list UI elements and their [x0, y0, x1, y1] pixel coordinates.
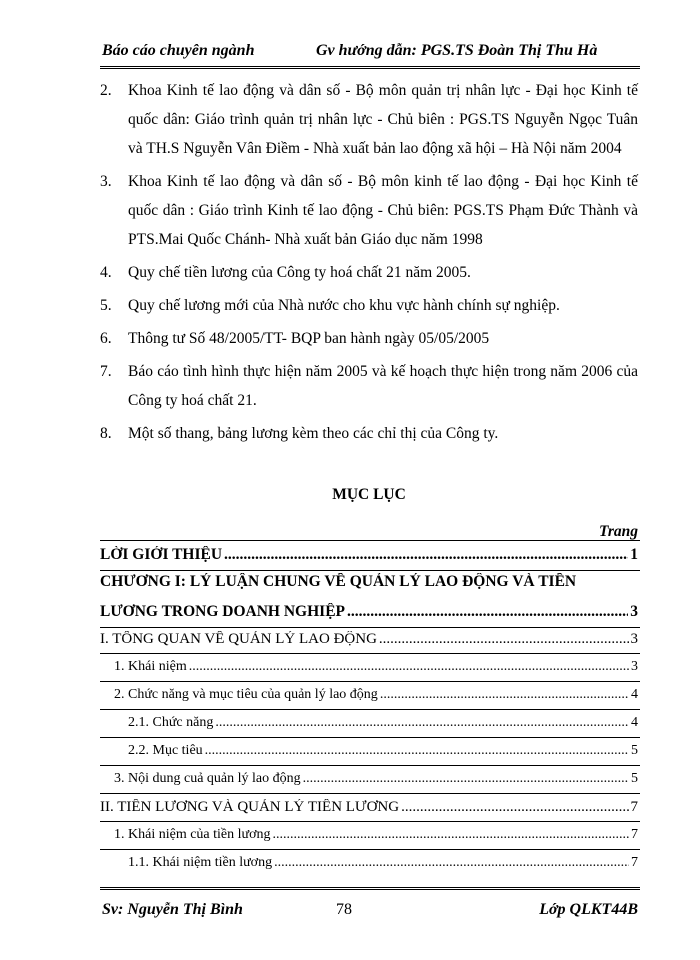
toc-divider: [100, 821, 640, 822]
toc-entry[interactable]: [100, 771, 638, 787]
reference-item: [100, 324, 638, 353]
toc-entry-title: LƯƠNG TRONG DOANH NGHIỆP: [100, 603, 346, 620]
toc-entry-title: CHƯƠNG I: LÝ LUẬN CHUNG VỀ QUẢN LÝ LAO ĐỘNG VÀ TIỀN: [100, 573, 577, 590]
reference-number: 2.: [100, 82, 112, 99]
toc-entry[interactable]: [100, 827, 638, 843]
toc-leader-dots: [273, 827, 629, 843]
reference-text: Quy chế lương mới của Nhà nước cho khu vực hành chính sự nghiệp.: [128, 297, 560, 314]
toc-divider: [100, 627, 640, 628]
toc-entry-title: LỜI GIỚI THIỆU: [100, 546, 223, 563]
reference-number: 4.: [100, 264, 112, 281]
reference-text: Báo cáo tình hình thực hiện năm 2005 và kế hoạch thực hiện trong năm 2006 của Công ty hoá chất 21.: [128, 363, 638, 409]
toc-leader-dots: [347, 603, 628, 621]
toc-entry-page: 7: [631, 855, 638, 870]
toc-entry-title: 2. Chức năng và mục tiêu của quản lý lao động: [114, 687, 378, 702]
reference-number: 7.: [100, 363, 112, 380]
toc-entry-page: 3: [630, 603, 638, 620]
toc-entry-page: 4: [631, 715, 638, 730]
toc-leader-dots: [303, 771, 629, 787]
page-header: [102, 42, 638, 66]
page-footer: [102, 901, 638, 923]
toc-divider: [100, 570, 640, 571]
toc-entry-chapter-1-line-2[interactable]: [100, 603, 638, 621]
toc-title: MỤC LỤC: [332, 486, 406, 503]
toc-entry-title: 3. Nội dung cuả quản lý lao động: [114, 771, 301, 786]
toc-entry-page: 7: [630, 799, 638, 815]
toc-entry[interactable]: [100, 715, 638, 731]
header-report-type: Báo cáo chuyên ngành: [102, 42, 255, 59]
toc-entry[interactable]: [100, 659, 638, 675]
reference-item: [100, 167, 638, 254]
toc-entry-page: 7: [631, 827, 638, 842]
reference-number: 6.: [100, 330, 112, 347]
reference-text: Thông tư Số 48/2005/TT- BQP ban hành ngày 05/05/2005: [128, 330, 490, 347]
toc-divider: [100, 849, 640, 850]
reference-text: Khoa Kinh tế lao động và dân số - Bộ môn kinh tế lao động - Đại học Kinh tế quốc dân : Giáo trình Kinh tế lao động - Chủ biên: PGS.TS Phạm Đức Thành và PTS.Mai Quốc Chánh- Nhà xuất bản Giáo dục năm 1998: [128, 173, 638, 248]
header-rule: [100, 66, 640, 69]
header-supervisor: Gv hướng dẫn: PGS.TS Đoàn Thị Thu Hà: [316, 42, 598, 59]
toc-leader-dots: [274, 855, 629, 871]
toc-divider: [100, 540, 640, 541]
toc-divider: [100, 709, 640, 710]
reference-text: Một số thang, bảng lương kèm theo các chỉ thị của Công ty.: [128, 425, 499, 442]
toc-entry-page: 3: [630, 631, 638, 647]
footer-student: Sv: Nguyễn Thị Bình: [102, 901, 243, 918]
reference-item: [100, 419, 638, 448]
toc-entry-title: 2.1. Chức năng: [128, 715, 214, 730]
toc-entry-title: 1. Khái niệm của tiền lương: [114, 827, 271, 842]
reference-number: 3.: [100, 173, 112, 190]
toc-leader-dots: [189, 659, 629, 675]
toc-divider: [100, 653, 640, 654]
footer-page-number: 78: [336, 901, 352, 918]
reference-list: [100, 72, 638, 448]
reference-text: Khoa Kinh tế lao động và dân số - Bộ môn quản trị nhân lực - Đại học Kinh tế quốc dân: Giáo trình quản trị nhân lực - Chủ biên : PGS.TS Nguyễn Ngọc Tuân và TH.S Nguyễn Vân Điềm - Nhà xuất bản lao động xã hội – Hà Nội năm 2004: [128, 82, 638, 157]
toc-entry-title: 2.2. Mục tiêu: [128, 743, 203, 758]
reference-number: 8.: [100, 425, 112, 442]
toc-divider: [100, 793, 640, 794]
toc-entry[interactable]: [100, 743, 638, 759]
toc-leader-dots: [205, 743, 629, 759]
toc-entry-intro[interactable]: [100, 546, 638, 564]
toc-entry-page: 3: [631, 659, 638, 674]
toc-entry-title: 1.1. Khái niệm tiền lương: [128, 855, 273, 870]
footer-rule: [100, 887, 640, 890]
toc-entry-page: 5: [631, 743, 638, 758]
toc-leader-dots: [380, 687, 629, 703]
toc-entry[interactable]: [100, 799, 638, 816]
toc-leader-dots: [401, 799, 628, 816]
toc-entry[interactable]: [100, 855, 638, 871]
toc-divider: [100, 737, 640, 738]
toc-entry-title: 1. Khái niệm: [114, 659, 187, 674]
toc-entry[interactable]: [100, 687, 638, 703]
footer-class: Lớp QLKT44B: [539, 901, 638, 918]
toc-entry-title: I. TỔNG QUAN VỀ QUẢN LÝ LAO ĐỘNG: [100, 631, 377, 647]
toc-entry-page: 1: [630, 546, 638, 563]
reference-item: [100, 357, 638, 415]
reference-item: [100, 76, 638, 163]
toc-divider: [100, 681, 640, 682]
toc-divider: [100, 765, 640, 766]
reference-item: [100, 291, 638, 320]
toc-entry-page: 5: [631, 771, 638, 786]
toc-page-label: Trang: [598, 523, 638, 540]
toc-entry[interactable]: [100, 631, 638, 648]
reference-item: [100, 258, 638, 287]
toc-entry-page: 4: [631, 687, 638, 702]
reference-number: 5.: [100, 297, 112, 314]
toc-leader-dots: [224, 546, 628, 564]
toc-leader-dots: [215, 715, 629, 731]
reference-text: Quy chế tiền lương của Công ty hoá chất 21 năm 2005.: [128, 264, 471, 281]
toc-leader-dots: [379, 631, 629, 648]
toc-entry-title: II. TIỀN LƯƠNG VÀ QUẢN LÝ TIỀN LƯƠNG: [100, 799, 400, 815]
toc-entry-chapter-1-line-1[interactable]: [100, 573, 638, 591]
